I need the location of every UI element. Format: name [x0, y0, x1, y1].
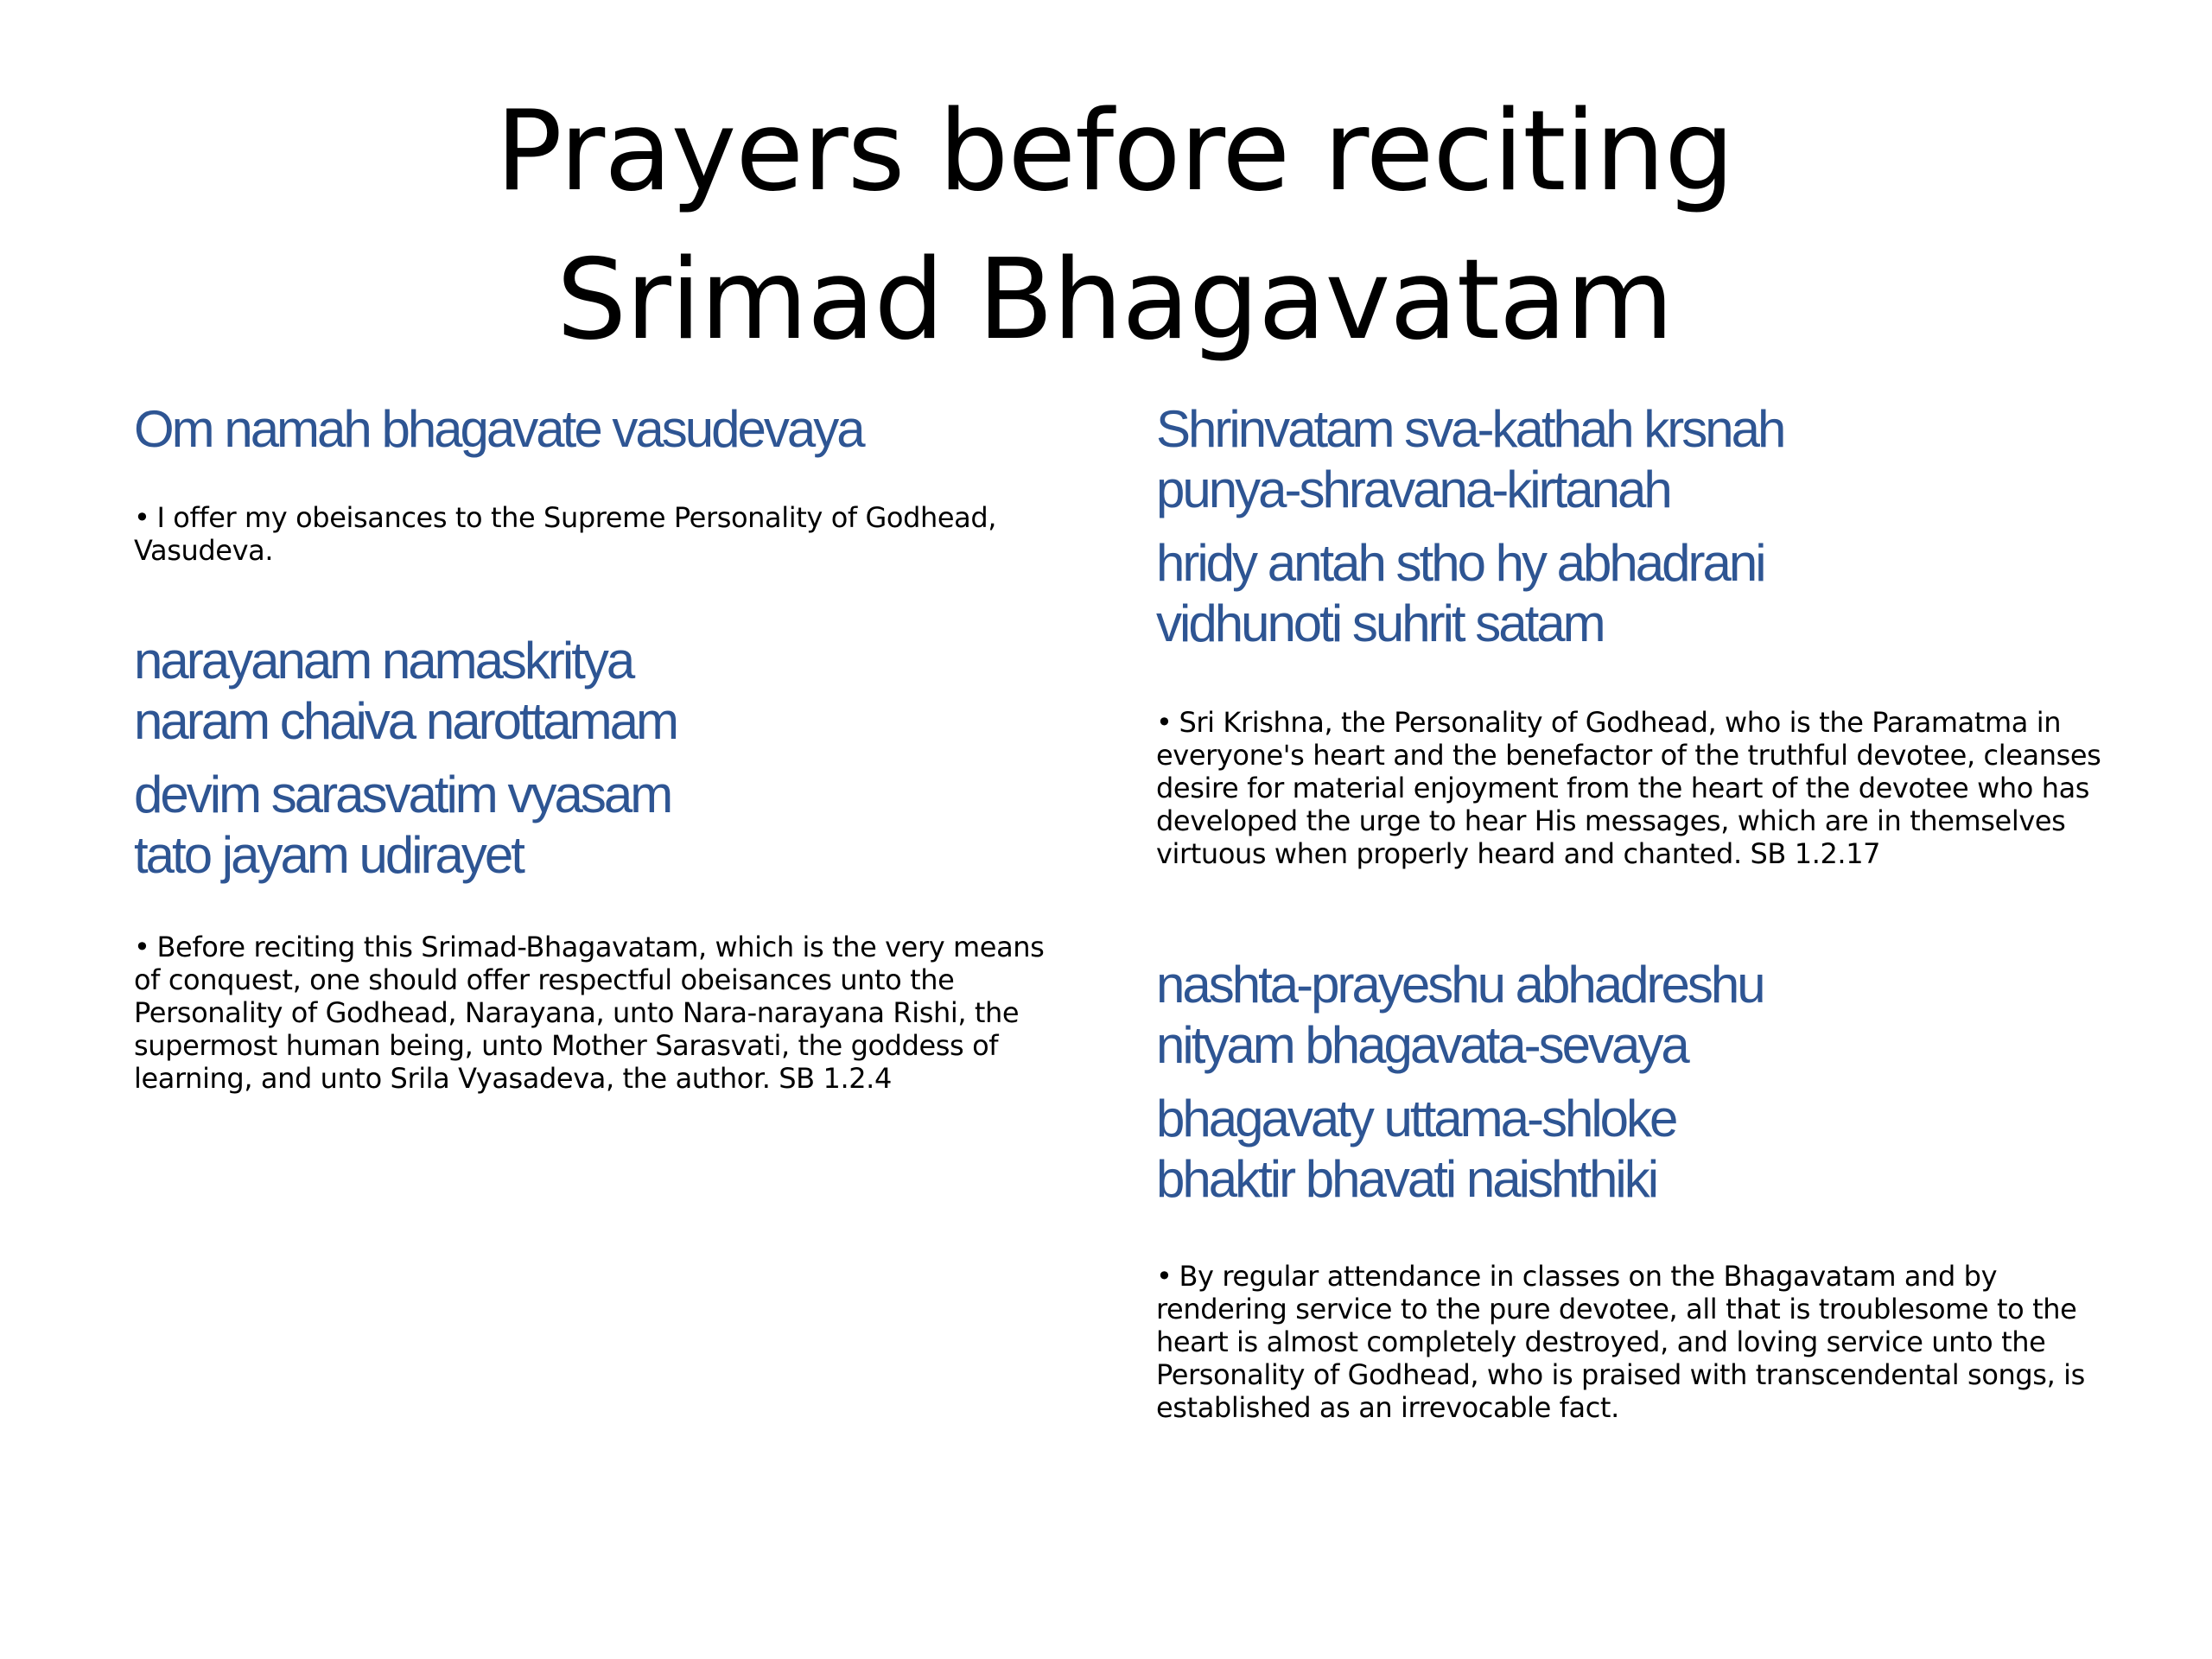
bullet-icon: •: [134, 931, 150, 963]
verse-line: tato jayam udirayet: [134, 826, 523, 884]
note-regular-attendance: [1156, 1260, 2115, 1424]
verse-om-namah: [134, 399, 1076, 460]
verse-hridy: [1156, 533, 2115, 654]
verse-line: vidhunoti suhrit satam: [1156, 594, 1604, 652]
verse-line: nashta-prayeshu abhadreshu: [1156, 956, 1764, 1014]
verse-narayanam: [134, 631, 1076, 752]
verse-line: bhagavaty uttama-shloke: [1156, 1090, 1676, 1147]
note-sri-krishna: [1156, 706, 2115, 870]
verse-line: hridy antah stho hy abhadrani: [1156, 534, 1764, 592]
note-text: Before reciting this Srimad-Bhagavatam, which is the very means of conquest, one should offer respectful obeisances unto the Personality of Godhead, Narayana, unto Nara-narayana Rishi, the supermost human being, unto Mother Sarasvati, the goddess of learning, and unto Srila Vyasadeva, the author. SB 1.2.4: [134, 931, 1045, 1095]
note-vasudeva: [134, 501, 1076, 567]
verse-shrinvatam: [1156, 399, 2115, 520]
verse-line: nityam bhagavata-sevaya: [1156, 1016, 1688, 1074]
verse-line: bhaktir bhavati naishthiki: [1156, 1150, 1657, 1208]
verse-bhagavaty: [1156, 1089, 2115, 1210]
verse-line: Om namah bhagavate vasudevaya: [134, 400, 863, 458]
verse-line: naram chaiva narottamam: [134, 692, 677, 750]
note-text: By regular attendance in classes on the Bhagavatam and by rendering service to the pure devotee, all that is troublesome to the heart is almost completely destroyed, and loving service unto the Personality of Godhead, who is praised with transcendental songs, is established as an irrevocable fact.: [1156, 1260, 2085, 1424]
title-line-2: Srimad Bhagavatam: [556, 236, 1674, 365]
verse-devim: [134, 765, 1076, 886]
bullet-icon: •: [1156, 1260, 1173, 1293]
note-text: Sri Krishna, the Personality of Godhead, who is the Paramatma in everyone's heart and the benefactor of the truthful devotee, cleanses desire for material enjoyment from the heart of the devotee who has developed the urge to hear His messages, which are in themselves virtuous when properly heard and chanted. SB 1.2.17: [1156, 706, 2101, 870]
verse-line: devim sarasvatim vyasam: [134, 766, 671, 823]
bullet-icon: •: [134, 501, 150, 534]
note-text: I offer my obeisances to the Supreme Personality of Godhead, Vasudeva.: [134, 501, 997, 567]
verse-line: Shrinvatam sva-kathah krsnah: [1156, 400, 1784, 458]
slide-title: [259, 78, 1970, 375]
verse-nashta: [1156, 955, 2115, 1076]
verse-line: punya-shravana-kirtanah: [1156, 461, 1670, 518]
verse-line: narayanam namaskritya: [134, 632, 633, 690]
bullet-icon: •: [1156, 706, 1173, 739]
note-srimad-bhagavatam: [134, 931, 1076, 1095]
title-line-1: Prayers before reciting: [495, 87, 1734, 216]
